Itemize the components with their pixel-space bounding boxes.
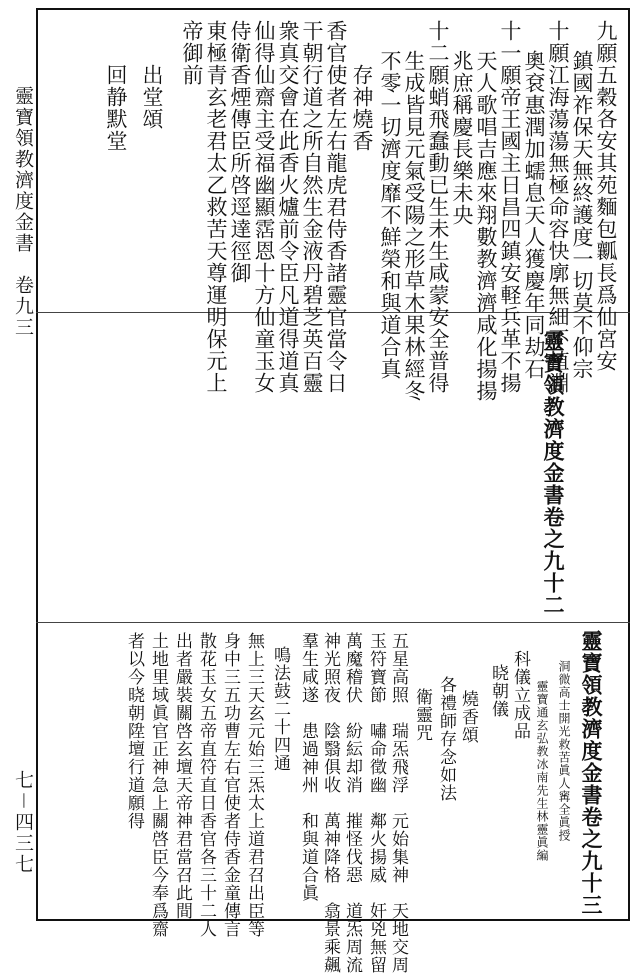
bot-col-15: 無上三天玄元始三炁太上道君召出臣等 <box>244 632 264 938</box>
top-col-14: 衆真交會在此香火爐前令臣凡道得道真 <box>276 20 300 394</box>
top-col-17: 東極青玄老君太乙救苦天尊運明保元上 <box>204 20 228 394</box>
bot-col-18: 出者嚴裝關啓玄壇天帝神君當召此間 <box>172 632 192 920</box>
bot-col-5: 晓朝儀 <box>488 664 508 718</box>
top-col-5: 十一願帝王國主日昌四鎮安軽兵革不揚 <box>498 20 522 394</box>
bot-col-8: 衛靈咒 <box>412 688 432 742</box>
bottom-fold-line <box>36 622 630 623</box>
bot-col-19: 土地里域眞官正神急上關啓臣今奉爲齋 <box>148 632 168 938</box>
top-col-13: 干朝行道之所自然生金液丹碧芝英百靈 <box>300 20 324 394</box>
bot-col-17: 散花玉女五帝直符直日香官各三十二人 <box>196 632 216 938</box>
top-col-10: 不零一切濟度靡不鮮榮和與道合真 <box>378 50 402 380</box>
top-col-16: 侍衛香煙傳臣所啓逕達徑御 <box>228 20 252 284</box>
bot-col-16: 身中三五功曹左右官使者侍香金童傳言 <box>220 632 240 938</box>
bot-col-20: 者以今晓朝陞壇行道願得 <box>124 632 144 830</box>
bot-col-12: 神光照夜 陰翳俱收 萬神降格 翕景乘飆 <box>320 632 340 974</box>
volume-end-title: 靈寶領教濟度金書卷之九十二 <box>541 330 566 616</box>
bot-col-14: 鳴法鼓二十四通 <box>270 646 290 772</box>
top-col-4: 奧袞惠潤加蠕息天人獲慶年同劫石 <box>522 50 546 380</box>
bot-col-11: 萬魔稽伏 紛紜却消 摧怪伐惡 道炁周流 <box>342 632 362 974</box>
top-col-12: 香官使者左右龍虎君侍香諸靈官當令日 <box>324 20 348 394</box>
bot-col-9: 五星高照 瑞炁飛浮 元始集神 天地交周 <box>388 632 408 974</box>
bot-col-10: 玉符寶節 嘯命徵幽 鄰火揚威 奸兇無留 <box>366 632 386 974</box>
top-col-19: 出堂頌 <box>140 64 164 130</box>
top-col-18: 帝御前 <box>180 20 204 86</box>
top-col-15: 仙得仙齋主受福幽顯霑恩十方仙童玉女 <box>252 20 276 394</box>
bot-col-4: 科儀立成品 <box>510 650 530 740</box>
page-number-margin: 七－四三七 <box>12 770 34 876</box>
top-col-7: 兆庶稱慶長樂未央 <box>450 50 474 226</box>
top-col-2: 鎮國祚保天無終護度一切莫不仰宗 <box>570 50 594 380</box>
bot-col-2: 洞微高士開光救苦眞人寗全眞授 <box>557 660 571 842</box>
top-col-1: 九願五穀各安其苑麵包瓤長爲仙宮安 <box>594 20 618 372</box>
book-title-margin: 靈寶領教濟度金書 卷九三 <box>12 86 34 338</box>
bot-col-3: 靈寶通玄弘教冰南先生林靈眞編 <box>535 680 549 862</box>
top-col-9: 生成皆見元氣受陽之形草木果林經冬 <box>402 50 426 402</box>
top-col-3: 十願江海蕩蕩無極命容快廓無細不植淵 <box>546 20 570 394</box>
top-col-8: 十二願蛸飛蠢動已生未生咸蒙安全普得 <box>426 20 450 394</box>
top-col-11: 存神燒香 <box>350 64 374 152</box>
bot-col-13: 羣生咸遂 患過神州 和與道合眞 <box>298 632 318 902</box>
bot-col-7: 各禮師存念如法 <box>436 676 456 802</box>
top-col-20: 回静默堂 <box>104 64 128 152</box>
top-col-6: 天人歌唱吉應來翔數教濟濟咸化揚揚 <box>474 50 498 402</box>
bot-col-1: 靈寶領教濟度金書卷之九十三 <box>579 630 604 916</box>
bot-col-6: 燒香頌 <box>458 690 478 744</box>
